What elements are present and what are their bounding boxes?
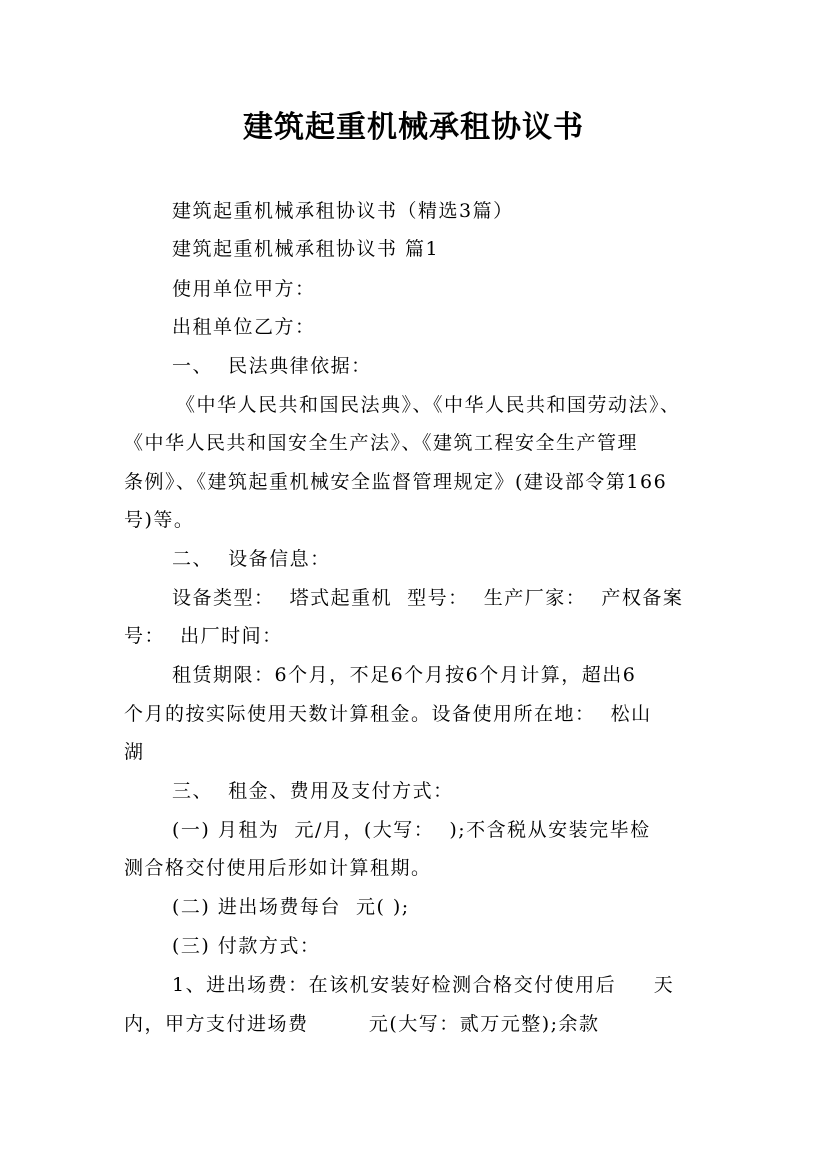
paragraph-line: 个月的按实际使用天数计算租金。设备使用所在地： 松山: [124, 703, 652, 725]
paragraph-line: (一) 月租为 元/月，(大写： );不含税从安装完毕检: [172, 819, 651, 841]
paragraph-line: 租赁期限：6个月，不足6个月按6个月计算，超出6: [172, 664, 637, 686]
subtitle-line: 建筑起重机械承租协议书（精选3篇）: [172, 200, 514, 222]
paragraph-line: (二) 进出场费每台 元( );: [172, 896, 410, 918]
party-a-line: 使用单位甲方：: [172, 278, 316, 300]
clause-heading-3: 三、 租金、费用及支付方式：: [172, 780, 454, 802]
paragraph-line: 设备类型： 塔式起重机 型号： 生产厂家： 产权备案: [172, 587, 684, 609]
paragraph-line: 内，甲方支付进场费 元(大写：贰万元整);余款: [124, 1013, 600, 1035]
paragraph-line: 1、进出场费：在该机安装好检测合格交付使用后 天: [172, 974, 675, 996]
document-title: 建筑起重机械承租协议书: [243, 110, 584, 145]
paragraph-line: 湖: [124, 741, 145, 763]
paragraph-line: (三) 付款方式：: [172, 935, 321, 957]
party-b-line: 出租单位乙方：: [172, 316, 316, 338]
paragraph-line: 号： 出厂时间：: [124, 625, 283, 647]
paragraph-line: 《中华人民共和国安全生产法》、《建筑工程安全生产管理: [124, 432, 639, 454]
section-heading-line: 建筑起重机械承租协议书 篇1: [172, 238, 440, 260]
paragraph-line: 《中华人民共和国民法典》、《中华人民共和国劳动法》、: [176, 394, 681, 416]
clause-heading-2: 二、 设备信息：: [172, 548, 331, 570]
paragraph-line: 条例》、《建筑起重机械安全监督管理规定》(建设部令第166: [124, 471, 668, 493]
clause-heading-1: 一、 民法典律依据：: [172, 355, 372, 377]
paragraph-line: 测合格交付使用后形如计算租期。: [124, 857, 432, 879]
paragraph-line: 号)等。: [124, 509, 195, 531]
